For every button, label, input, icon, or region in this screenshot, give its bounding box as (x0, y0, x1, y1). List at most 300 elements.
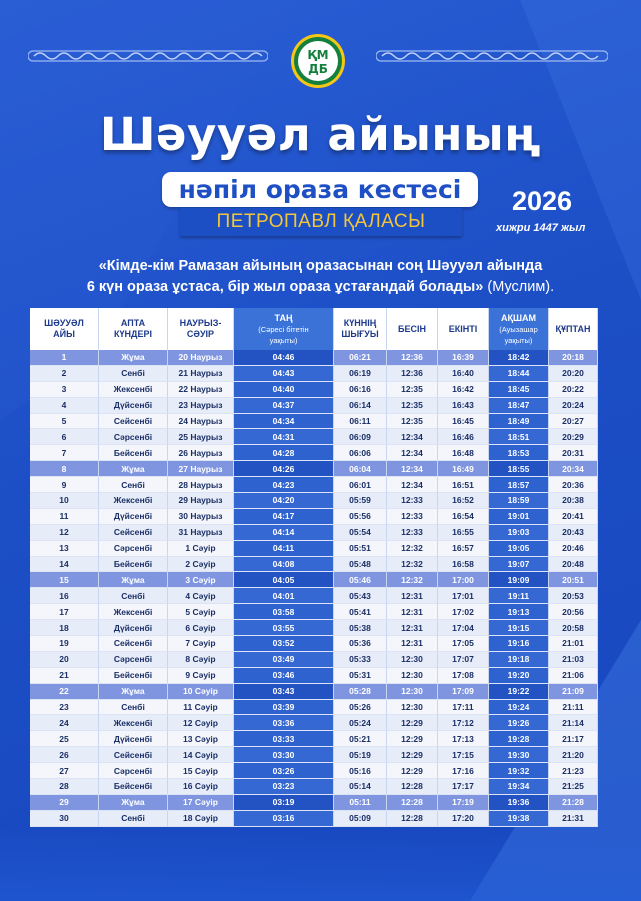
cell-quptan: 20:22 (549, 382, 598, 398)
cell-sunrise: 05:54 (334, 525, 387, 541)
cell-weekday: Бейсенбі (99, 557, 168, 573)
cell-sunrise: 05:21 (334, 731, 387, 747)
page-subtitle: нәпіл ораза кестесі (178, 175, 462, 204)
table-row (30, 572, 598, 588)
cell-tan: 04:26 (234, 461, 334, 477)
cell-aqsham: 19:05 (489, 541, 549, 557)
cell-quptan: 21:11 (549, 700, 598, 716)
cell-quptan: 20:53 (549, 588, 598, 604)
cell-ekinti: 16:42 (438, 382, 489, 398)
cell-tan: 03:39 (234, 700, 334, 716)
header-quptan: ҚҰПТАН (549, 308, 598, 350)
cell-date: 16 Сәуір (168, 779, 234, 795)
cell-date: 4 Сәуір (168, 588, 234, 604)
cell-aqsham: 19:18 (489, 652, 549, 668)
cell-tan: 03:46 (234, 668, 334, 684)
cell-quptan: 21:23 (549, 763, 598, 779)
cell-aqsham: 18:57 (489, 477, 549, 493)
cell-besin: 12:33 (387, 525, 438, 541)
cell-besin: 12:35 (387, 414, 438, 430)
cell-ekinti: 17:20 (438, 811, 489, 827)
cell-aqsham: 18:51 (489, 429, 549, 445)
cell-aqsham: 19:28 (489, 731, 549, 747)
cell-date: 21 Наурыз (168, 366, 234, 382)
cell-aqsham: 18:55 (489, 461, 549, 477)
cell-sunrise: 05:14 (334, 779, 387, 795)
cell-day: 19 (30, 636, 99, 652)
cell-sunrise: 05:24 (334, 715, 387, 731)
cell-ekinti: 16:57 (438, 541, 489, 557)
cell-aqsham: 19:03 (489, 525, 549, 541)
cell-day: 16 (30, 588, 99, 604)
cell-aqsham: 19:11 (489, 588, 549, 604)
logo-text-bottom: ДБ (308, 62, 328, 76)
cell-day: 30 (30, 811, 99, 827)
table-row (30, 414, 598, 430)
cell-ekinti: 16:58 (438, 557, 489, 573)
cell-weekday: Сәрсенбі (99, 429, 168, 445)
table-row (30, 557, 598, 573)
table-row (30, 747, 598, 763)
cell-weekday: Сейсенбі (99, 525, 168, 541)
cell-day: 2 (30, 366, 99, 382)
cell-quptan: 21:20 (549, 747, 598, 763)
cell-day: 12 (30, 525, 99, 541)
cell-aqsham: 18:49 (489, 414, 549, 430)
cell-date: 17 Сәуір (168, 795, 234, 811)
table-row (30, 477, 598, 493)
cell-sunrise: 05:09 (334, 811, 387, 827)
cell-day: 17 (30, 604, 99, 620)
cell-date: 24 Наурыз (168, 414, 234, 430)
cell-besin: 12:32 (387, 541, 438, 557)
cell-date: 9 Сәуір (168, 668, 234, 684)
cell-sunrise: 06:09 (334, 429, 387, 445)
cell-ekinti: 17:15 (438, 747, 489, 763)
table-row (30, 366, 598, 382)
cell-ekinti: 17:09 (438, 684, 489, 700)
cell-quptan: 20:29 (549, 429, 598, 445)
cell-weekday: Сәрсенбі (99, 541, 168, 557)
cell-ekinti: 17:08 (438, 668, 489, 684)
cell-tan: 04:08 (234, 557, 334, 573)
cell-weekday: Бейсенбі (99, 779, 168, 795)
cell-ekinti: 16:46 (438, 429, 489, 445)
year-label: 2026 (512, 186, 573, 216)
header-ekinti: ЕКІНТІ (438, 308, 489, 350)
cell-day: 29 (30, 795, 99, 811)
cell-day: 24 (30, 715, 99, 731)
cell-tan: 04:37 (234, 398, 334, 414)
cell-date: 7 Сәуір (168, 636, 234, 652)
cell-date: 13 Сәуір (168, 731, 234, 747)
cell-aqsham: 18:59 (489, 493, 549, 509)
cell-weekday: Жексенбі (99, 493, 168, 509)
cell-tan: 04:01 (234, 588, 334, 604)
table-row (30, 509, 598, 525)
cell-tan: 03:36 (234, 715, 334, 731)
cell-day: 22 (30, 684, 99, 700)
cell-ekinti: 16:51 (438, 477, 489, 493)
cell-weekday: Бейсенбі (99, 668, 168, 684)
cell-aqsham: 19:32 (489, 763, 549, 779)
cell-sunrise: 05:46 (334, 572, 387, 588)
table-row (30, 700, 598, 716)
cell-quptan: 20:20 (549, 366, 598, 382)
cell-sunrise: 05:16 (334, 763, 387, 779)
cell-besin: 12:36 (387, 350, 438, 366)
table-row (30, 763, 598, 779)
cell-aqsham: 19:13 (489, 604, 549, 620)
cell-tan: 04:34 (234, 414, 334, 430)
city-name: ПЕТРОПАВЛ ҚАЛАСЫ (216, 211, 426, 232)
cell-tan: 04:23 (234, 477, 334, 493)
cell-aqsham: 19:07 (489, 557, 549, 573)
cell-quptan: 20:46 (549, 541, 598, 557)
cell-besin: 12:35 (387, 398, 438, 414)
cell-day: 8 (30, 461, 99, 477)
cell-aqsham: 19:22 (489, 684, 549, 700)
cell-day: 13 (30, 541, 99, 557)
cell-date: 14 Сәуір (168, 747, 234, 763)
cell-besin: 12:29 (387, 715, 438, 731)
cell-weekday: Жексенбі (99, 604, 168, 620)
cell-day: 20 (30, 652, 99, 668)
table-row (30, 445, 598, 461)
quote-line-1: «Кімде-кім Рамазан айының оразасынан соң Шәууәл айында (98, 258, 543, 274)
cell-day: 14 (30, 557, 99, 573)
city-banner (180, 208, 462, 236)
table-row (30, 493, 598, 509)
cell-date: 27 Наурыз (168, 461, 234, 477)
table-row (30, 604, 598, 620)
cell-day: 21 (30, 668, 99, 684)
cell-tan: 03:30 (234, 747, 334, 763)
header-sunrise: КҮННІҢ ШЫҒУЫ (334, 308, 387, 350)
header-aqsham: АҚШАМ (Ауызашар уақыты) (489, 308, 549, 350)
cell-sunrise: 05:43 (334, 588, 387, 604)
table-row (30, 652, 598, 668)
table-row (30, 461, 598, 477)
ornament-right (376, 48, 608, 64)
cell-tan: 04:05 (234, 572, 334, 588)
header-weekday: АПТА КҮНДЕРІ (99, 308, 168, 350)
table-row (30, 731, 598, 747)
cell-besin: 12:28 (387, 795, 438, 811)
cell-weekday: Бейсенбі (99, 445, 168, 461)
cell-quptan: 20:34 (549, 461, 598, 477)
cell-besin: 12:35 (387, 382, 438, 398)
table-row (30, 382, 598, 398)
cell-tan: 04:14 (234, 525, 334, 541)
cell-weekday: Жұма (99, 350, 168, 366)
cell-besin: 12:31 (387, 588, 438, 604)
cell-date: 15 Сәуір (168, 763, 234, 779)
cell-sunrise: 05:36 (334, 636, 387, 652)
cell-date: 5 Сәуір (168, 604, 234, 620)
cell-tan: 04:20 (234, 493, 334, 509)
cell-ekinti: 17:05 (438, 636, 489, 652)
cell-ekinti: 16:45 (438, 414, 489, 430)
cell-date: 10 Сәуір (168, 684, 234, 700)
cell-sunrise: 05:56 (334, 509, 387, 525)
cell-ekinti: 17:04 (438, 620, 489, 636)
cell-besin: 12:33 (387, 509, 438, 525)
cell-weekday: Сейсенбі (99, 747, 168, 763)
cell-besin: 12:28 (387, 779, 438, 795)
cell-date: 29 Наурыз (168, 493, 234, 509)
cell-tan: 03:52 (234, 636, 334, 652)
cell-tan: 03:26 (234, 763, 334, 779)
cell-quptan: 20:51 (549, 572, 598, 588)
cell-quptan: 21:25 (549, 779, 598, 795)
cell-weekday: Сенбі (99, 477, 168, 493)
cell-date: 11 Сәуір (168, 700, 234, 716)
cell-weekday: Дүйсенбі (99, 509, 168, 525)
cell-quptan: 20:31 (549, 445, 598, 461)
logo-text-top: ҚМ (307, 48, 329, 62)
cell-ekinti: 16:48 (438, 445, 489, 461)
cell-day: 23 (30, 700, 99, 716)
cell-day: 1 (30, 350, 99, 366)
cell-weekday: Сенбі (99, 588, 168, 604)
table-row (30, 541, 598, 557)
cell-weekday: Сейсенбі (99, 414, 168, 430)
cell-besin: 12:30 (387, 700, 438, 716)
cell-weekday: Жексенбі (99, 382, 168, 398)
bottom-glow (0, 828, 641, 901)
cell-date: 3 Сәуір (168, 572, 234, 588)
cell-aqsham: 19:20 (489, 668, 549, 684)
cell-ekinti: 16:39 (438, 350, 489, 366)
cell-quptan: 20:43 (549, 525, 598, 541)
table-header-row (30, 308, 598, 350)
cell-date: 12 Сәуір (168, 715, 234, 731)
cell-ekinti: 17:13 (438, 731, 489, 747)
cell-weekday: Жұма (99, 795, 168, 811)
cell-date: 1 Сәуір (168, 541, 234, 557)
table-row (30, 588, 598, 604)
ornament-left (28, 48, 268, 64)
cell-quptan: 21:14 (549, 715, 598, 731)
cell-quptan: 20:56 (549, 604, 598, 620)
cell-day: 18 (30, 620, 99, 636)
cell-tan: 04:17 (234, 509, 334, 525)
table-row (30, 398, 598, 414)
cell-sunrise: 06:14 (334, 398, 387, 414)
cell-sunrise: 06:16 (334, 382, 387, 398)
cell-besin: 12:28 (387, 811, 438, 827)
cell-tan: 04:28 (234, 445, 334, 461)
cell-day: 10 (30, 493, 99, 509)
cell-besin: 12:34 (387, 445, 438, 461)
table-row (30, 636, 598, 652)
cell-quptan: 21:06 (549, 668, 598, 684)
cell-day: 28 (30, 779, 99, 795)
cell-besin: 12:29 (387, 763, 438, 779)
hijri-year-label: хижри 1447 жыл (496, 222, 586, 234)
cell-besin: 12:36 (387, 366, 438, 382)
cell-ekinti: 17:17 (438, 779, 489, 795)
cell-date: 26 Наурыз (168, 445, 234, 461)
cell-day: 9 (30, 477, 99, 493)
cell-quptan: 21:01 (549, 636, 598, 652)
cell-quptan: 20:18 (549, 350, 598, 366)
table-row (30, 350, 598, 366)
cell-besin: 12:30 (387, 668, 438, 684)
table-row (30, 429, 598, 445)
schedule-table-wrap (30, 308, 598, 827)
table-row (30, 715, 598, 731)
cell-sunrise: 05:26 (334, 700, 387, 716)
cell-date: 6 Сәуір (168, 620, 234, 636)
cell-sunrise: 05:11 (334, 795, 387, 811)
cell-day: 11 (30, 509, 99, 525)
cell-aqsham: 18:45 (489, 382, 549, 398)
cell-sunrise: 06:21 (334, 350, 387, 366)
cell-tan: 04:40 (234, 382, 334, 398)
cell-aqsham: 19:15 (489, 620, 549, 636)
cell-weekday: Дүйсенбі (99, 398, 168, 414)
cell-tan: 04:43 (234, 366, 334, 382)
cell-aqsham: 18:44 (489, 366, 549, 382)
cell-quptan: 21:09 (549, 684, 598, 700)
cell-tan: 03:43 (234, 684, 334, 700)
cell-sunrise: 05:51 (334, 541, 387, 557)
cell-tan: 03:16 (234, 811, 334, 827)
cell-besin: 12:29 (387, 731, 438, 747)
cell-aqsham: 19:24 (489, 700, 549, 716)
cell-day: 5 (30, 414, 99, 430)
cell-tan: 03:33 (234, 731, 334, 747)
cell-ekinti: 17:02 (438, 604, 489, 620)
cell-tan: 03:23 (234, 779, 334, 795)
cell-sunrise: 06:01 (334, 477, 387, 493)
header-tan: ТАҢ (Сәресі бітетін уақыты) (234, 308, 334, 350)
cell-ekinti: 17:19 (438, 795, 489, 811)
header-day: ШӘУУӘЛ АЙЫ (30, 308, 99, 350)
cell-tan: 04:11 (234, 541, 334, 557)
cell-ekinti: 16:43 (438, 398, 489, 414)
cell-date: 28 Наурыз (168, 477, 234, 493)
cell-aqsham: 19:09 (489, 572, 549, 588)
cell-tan: 04:31 (234, 429, 334, 445)
cell-tan: 03:55 (234, 620, 334, 636)
cell-weekday: Жұма (99, 684, 168, 700)
cell-date: 23 Наурыз (168, 398, 234, 414)
cell-tan: 04:46 (234, 350, 334, 366)
qmdb-logo (286, 32, 350, 90)
cell-aqsham: 19:30 (489, 747, 549, 763)
table-row (30, 525, 598, 541)
cell-besin: 12:33 (387, 493, 438, 509)
cell-day: 7 (30, 445, 99, 461)
page-title: Шәууәл айының (99, 108, 542, 161)
cell-aqsham: 18:42 (489, 350, 549, 366)
cell-date: 8 Сәуір (168, 652, 234, 668)
cell-sunrise: 06:04 (334, 461, 387, 477)
cell-quptan: 20:38 (549, 493, 598, 509)
cell-quptan: 21:03 (549, 652, 598, 668)
cell-ekinti: 16:52 (438, 493, 489, 509)
table-row (30, 668, 598, 684)
cell-weekday: Сенбі (99, 366, 168, 382)
cell-besin: 12:34 (387, 429, 438, 445)
cell-quptan: 20:27 (549, 414, 598, 430)
cell-day: 4 (30, 398, 99, 414)
header-date: НАУРЫЗ- СӘУІР (168, 308, 234, 350)
cell-besin: 12:32 (387, 572, 438, 588)
quote-source: (Муслим). (483, 279, 555, 295)
table-row (30, 684, 598, 700)
cell-ekinti: 16:54 (438, 509, 489, 525)
cell-aqsham: 19:34 (489, 779, 549, 795)
cell-date: 2 Сәуір (168, 557, 234, 573)
cell-date: 30 Наурыз (168, 509, 234, 525)
cell-day: 6 (30, 429, 99, 445)
cell-weekday: Дүйсенбі (99, 620, 168, 636)
cell-ekinti: 17:01 (438, 588, 489, 604)
cell-date: 22 Наурыз (168, 382, 234, 398)
table-row (30, 620, 598, 636)
cell-aqsham: 18:47 (489, 398, 549, 414)
cell-aqsham: 19:16 (489, 636, 549, 652)
cell-weekday: Дүйсенбі (99, 731, 168, 747)
cell-date: 18 Сәуір (168, 811, 234, 827)
cell-sunrise: 05:59 (334, 493, 387, 509)
cell-weekday: Сәрсенбі (99, 763, 168, 779)
cell-weekday: Жексенбі (99, 715, 168, 731)
cell-sunrise: 05:31 (334, 668, 387, 684)
cell-quptan: 20:24 (549, 398, 598, 414)
cell-besin: 12:34 (387, 461, 438, 477)
cell-weekday: Сәрсенбі (99, 652, 168, 668)
table-row (30, 811, 598, 827)
cell-aqsham: 19:36 (489, 795, 549, 811)
cell-besin: 12:32 (387, 557, 438, 573)
cell-sunrise: 06:11 (334, 414, 387, 430)
cell-weekday: Сенбі (99, 700, 168, 716)
cell-quptan: 20:58 (549, 620, 598, 636)
cell-day: 27 (30, 763, 99, 779)
cell-ekinti: 16:40 (438, 366, 489, 382)
schedule-body (30, 350, 598, 827)
cell-date: 31 Наурыз (168, 525, 234, 541)
cell-date: 25 Наурыз (168, 429, 234, 445)
cell-sunrise: 05:41 (334, 604, 387, 620)
cell-tan: 03:19 (234, 795, 334, 811)
cell-quptan: 21:17 (549, 731, 598, 747)
hadith-quote (40, 256, 601, 298)
schedule-table (30, 308, 598, 827)
table-row (30, 795, 598, 811)
cell-ekinti: 16:49 (438, 461, 489, 477)
cell-aqsham: 19:26 (489, 715, 549, 731)
cell-besin: 12:29 (387, 747, 438, 763)
cell-weekday: Сейсенбі (99, 636, 168, 652)
cell-ekinti: 17:07 (438, 652, 489, 668)
subtitle-box (162, 172, 478, 207)
cell-weekday: Жұма (99, 572, 168, 588)
cell-sunrise: 05:48 (334, 557, 387, 573)
cell-besin: 12:31 (387, 636, 438, 652)
cell-tan: 03:58 (234, 604, 334, 620)
cell-date: 20 Наурыз (168, 350, 234, 366)
cell-weekday: Жұма (99, 461, 168, 477)
cell-besin: 12:31 (387, 620, 438, 636)
cell-sunrise: 05:33 (334, 652, 387, 668)
cell-ekinti: 17:00 (438, 572, 489, 588)
